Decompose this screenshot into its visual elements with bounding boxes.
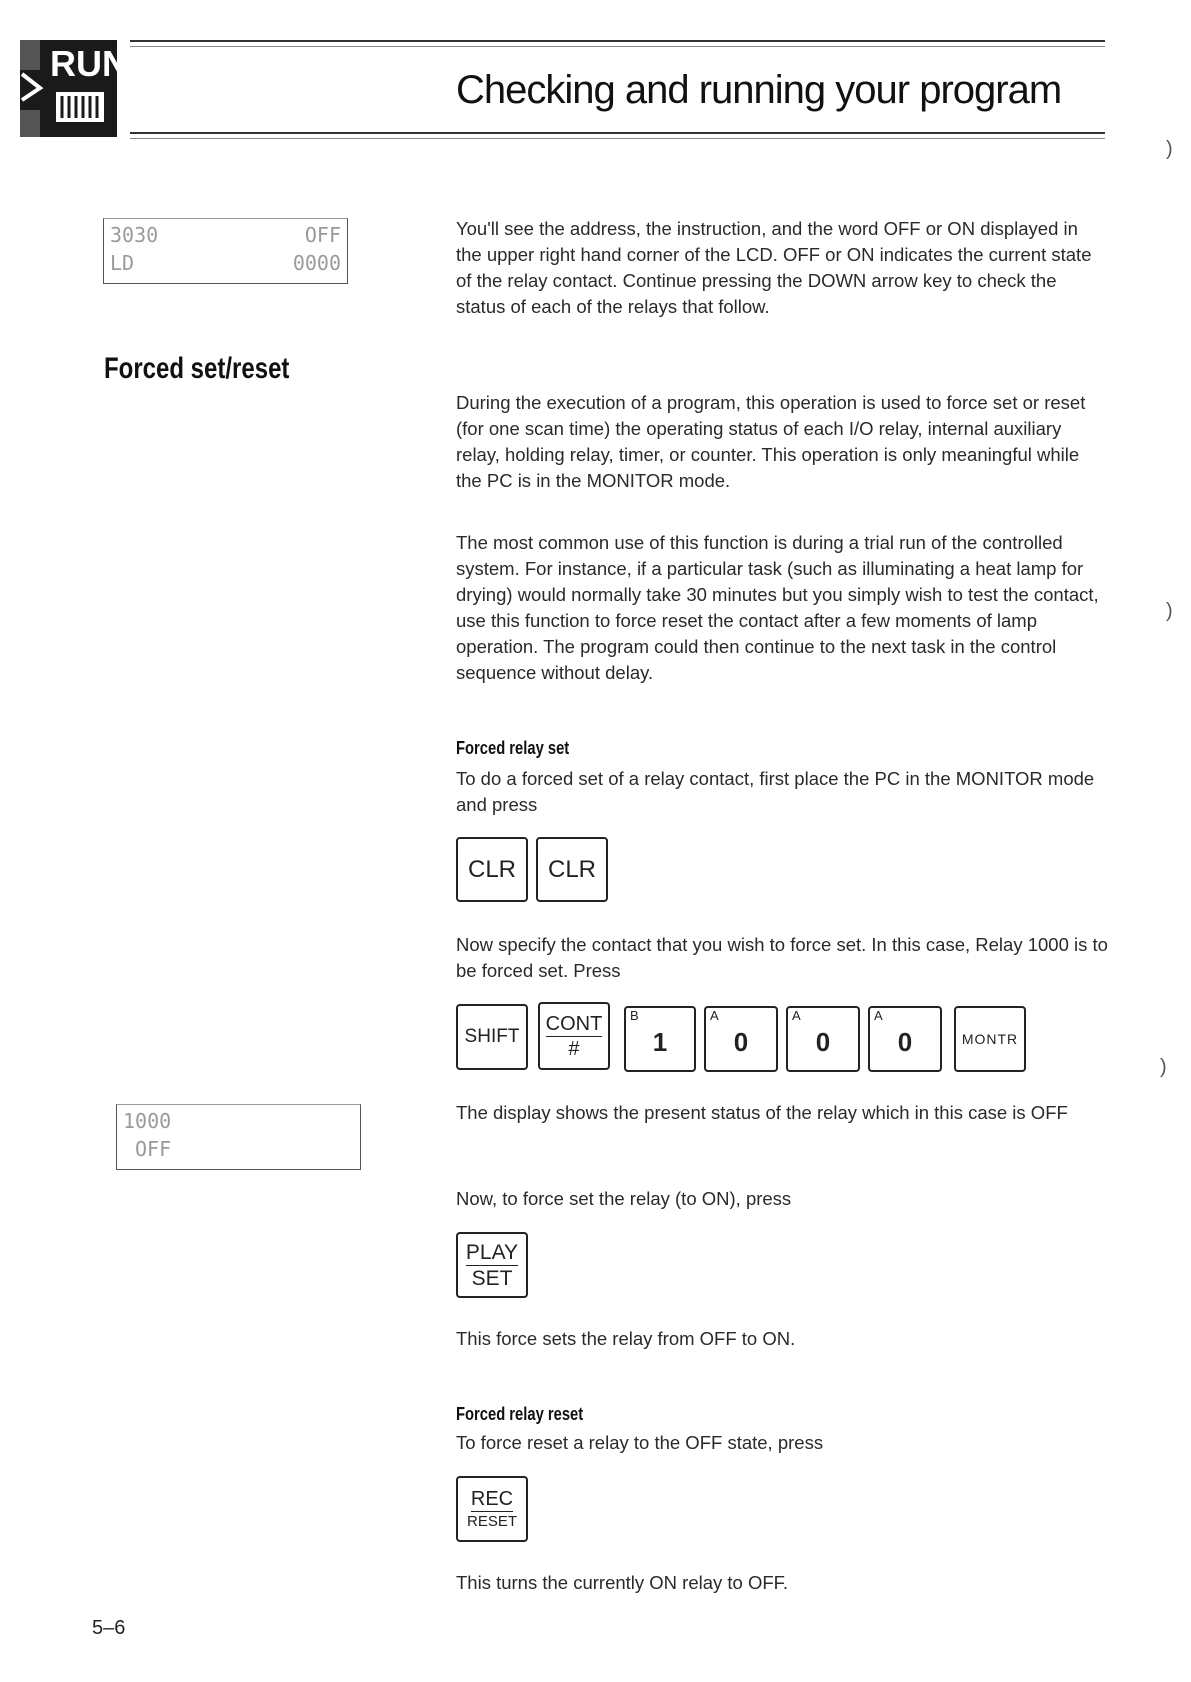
- subheading-forced-relay-reset: Forced relay reset: [456, 1404, 584, 1424]
- header-rule-top: [130, 40, 1105, 42]
- shift-key-label: SHIFT: [464, 1026, 520, 1047]
- section-paragraph-2: The most common use of this function is during a trial run of the controlled system. For instance, if a particular task (such as illuminating a heat lamp for drying) would normally take 30 minutes but you simply wish to test the contact, use this function to force reset the contact after a few moments of lamp operation. The program could then continue to the next task in the control sequence without delay.: [456, 532, 1099, 683]
- intro-paragraph: You'll see the address, the instruction, and the word OFF or ON displayed in the upper right hand corner of the LCD. OFF or ON indicates the current state of the relay contact. Continue pressing the DOWN arrow key to check the status of each of the relays that follow.: [456, 218, 1092, 317]
- lcd-instruction: LD: [110, 251, 135, 275]
- lcd-state: OFF: [304, 223, 341, 247]
- digit-key-1-label: 1: [652, 1026, 668, 1057]
- margin-mark-3: ): [1160, 1056, 1167, 1078]
- forced-set-text-1: To do a forced set of a relay contact, first place the PC in the MONITOR mode and press: [456, 768, 1095, 815]
- play-set-key-bottom: SET: [471, 1266, 513, 1290]
- digit-key-0-b-sup: A: [792, 1008, 801, 1023]
- clr-key-2[interactable]: [536, 837, 608, 902]
- clr-key-1[interactable]: [456, 837, 528, 902]
- run-logo: [20, 40, 128, 137]
- forced-set-text-3: The display shows the present status of the relay which in this case is OFF: [456, 1102, 1068, 1123]
- monitor-key-label: MONTR: [961, 1031, 1019, 1047]
- cont-key-bottom: #: [568, 1037, 580, 1060]
- digit-key-0-b-label: 0: [815, 1026, 831, 1057]
- section-paragraph-1: During the execution of a program, this operation is used to force set or reset (for one scan time) the operating status of each I/O relay, internal auxiliary relay, holding relay, timer, or counter. This operation is only meaningful while the PC is in the MONITOR mode.: [456, 392, 1086, 491]
- digit-key-0-b[interactable]: [786, 1006, 860, 1072]
- lcd-display-top: [103, 218, 348, 284]
- forced-set-text-4: Now, to force set the relay (to ON), press: [456, 1188, 792, 1209]
- clr-key-2-label: CLR: [547, 855, 596, 883]
- forced-reset-text-1: To force reset a relay to the OFF state, press: [456, 1432, 824, 1453]
- lcd-relay-address: 1000: [123, 1109, 172, 1133]
- digit-key-0-a-label: 0: [733, 1026, 749, 1057]
- clr-key-1-label: CLR: [467, 855, 516, 883]
- section-title: Forced set/reset: [104, 352, 290, 385]
- forced-set-text-5: This force sets the relay from OFF to ON.: [456, 1328, 796, 1349]
- digit-key-1[interactable]: [624, 1006, 696, 1072]
- digit-key-1-sup: B: [630, 1008, 639, 1023]
- margin-mark-2: ): [1166, 600, 1173, 622]
- digit-key-0-a-sup: A: [710, 1008, 719, 1023]
- digit-key-0-c[interactable]: [868, 1006, 942, 1072]
- digit-key-0-c-sup: A: [874, 1008, 883, 1023]
- subheading-forced-relay-set: Forced relay set: [456, 738, 570, 758]
- margin-mark-1: ): [1166, 138, 1173, 160]
- lcd-value: 0000: [292, 251, 341, 275]
- lcd-address: 3030: [110, 223, 159, 247]
- logo-run-text: RUN: [50, 43, 128, 84]
- lcd-relay-state: OFF: [135, 1137, 172, 1161]
- lcd-display-relay: [116, 1104, 361, 1170]
- digit-key-0-a[interactable]: [704, 1006, 778, 1072]
- forced-set-text-2: Now specify the contact that you wish to force set. In this case, Relay 1000 is to be forced set. Press: [456, 934, 1108, 981]
- shift-key[interactable]: [456, 1004, 528, 1070]
- digit-key-0-c-label: 0: [897, 1026, 913, 1057]
- cont-key[interactable]: [538, 1002, 610, 1070]
- play-set-key-top: PLAY: [465, 1240, 519, 1264]
- play-set-key[interactable]: [456, 1232, 528, 1298]
- rec-reset-key-bottom: RESET: [466, 1513, 517, 1530]
- cont-key-top: CONT: [545, 1012, 603, 1035]
- rec-reset-key[interactable]: [456, 1476, 528, 1542]
- forced-reset-text-2: This turns the currently ON relay to OFF.: [456, 1572, 789, 1593]
- rec-reset-key-top: REC: [470, 1488, 514, 1510]
- monitor-key[interactable]: [954, 1006, 1026, 1072]
- header-rule-top-thin: [130, 46, 1105, 47]
- page-number: 5–6: [92, 1617, 126, 1639]
- header-rule-bottom-thin: [130, 138, 1105, 139]
- header-rule-bottom: [130, 132, 1105, 134]
- page-title: Checking and running your program: [456, 68, 1062, 112]
